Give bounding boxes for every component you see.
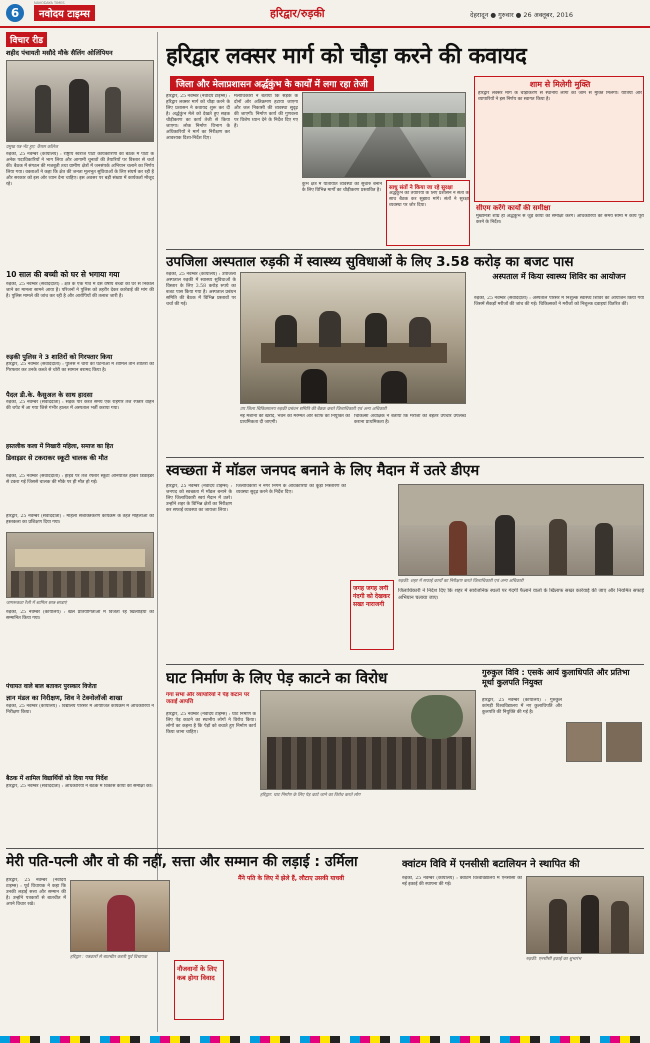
bottom-right-caption: रुड़की: एनसीसी इकाई का शुभारंभ (526, 957, 582, 962)
left-story1-body: रुड़की, 25 नवम्बर (संवाददाता) : क्षेत्र के एक गांव में दस वर्षीय बच्ची को घर से निकाले जाने का मामला सामने आया है। परिजनों ने पुलिस को तहरीर देकर कार्रवाई की मांग की है। पुलिस मामले की जांच कर रही है और आरोपियों की तलाश जारी है। (6, 282, 154, 299)
banner-shape (15, 549, 145, 567)
hospital-meeting-photo (240, 272, 466, 404)
bottom-body: हरिद्वार, 25 नवम्बर (नवोदय टाइम्स) : पूर्व विधायक ने कहा कि उनकी लड़ाई सत्ता और सम्मान की है। उन्होंने पत्रकारों से बातचीत में अपने विचार रखे। (6, 878, 66, 907)
cleanliness-callout: जगह जगह लगी गंदगी को देखकर सख्त नाराजगी (353, 585, 390, 608)
person-silhouette (549, 519, 567, 576)
ghat-photo (260, 690, 476, 790)
bottom-callout: नौजवानों के लिए कब होगा विवाद (177, 965, 217, 982)
cleanliness-photo-caption: रुड़की: शहर में सफाई कार्यों का निरीक्षण करते जिलाधिकारी एवं अन्य अधिकारी (398, 579, 524, 584)
left-story4-headline: डिवाइडर से टकराकर स्कूटी चालक की मौत (6, 454, 108, 462)
left-story3-headline: पैदल डी.के. कैसुअल के साथ हादसा (6, 391, 93, 399)
ghat-body: हरिद्वार, 25 नवम्बर (नवोदय टाइम्स) : घाट निर्माण के लिए पेड़ काटने का स्थानीय लोगों ने विरोध किया। लोगों का कहना है कि पेड़ों को बचाते हुए निर्माण कार्य किया जाना चाहिए। (166, 712, 256, 735)
cleanliness-strip: जिलाधिकारी ने निर्देश दिए कि शहर में सार्वजनिक स्थलों पर गंदगी फैलाने वालों के खिलाफ सख्त कार्रवाई की जाए और नियमित सफाई अभियान चलाया जाए। (398, 588, 644, 601)
masthead (0, 0, 650, 28)
bottom-subhead: मैंने पति के लिए में झेले हैं, लौटाए उसकी याचवी (238, 875, 345, 882)
gurukul-portrait-2 (606, 722, 642, 762)
hospital-photo-caption: उप जिला चिकित्सालय रुड़की प्रबंधन समिति की बैठक करते जिलाधिकारी एवं अन्य अधिकारी (240, 407, 387, 412)
building-shape (399, 485, 644, 525)
bottom-right-headline: क्वांटम विवि में एनसीसी बटालियन ने स्थापित की (402, 859, 580, 870)
bottom-right-photo (526, 876, 644, 954)
person-silhouette (495, 515, 515, 576)
left-lead-body: रुड़की, 25 नवम्बर (कार्यालय) : राष्ट्रीय स्वराज पार्टी कार्यकारिणी की बैठक में पार्टी के अनेक पदाधिकारियों ने भाग लिया और आगामी चुनावों की तैयारियों पर विस्तार से चर्चा की। बैठक में संगठन की मजबूती तथा ग्रामीण क्षेत्रों में जनसंपर्क अभियान चलाने का निर्णय लिया गया। वक्ताओं ने कहा कि क्षेत्र की जनता मूलभूत सुविधाओं के लिए संघर्ष कर रही है और सरकार को इस ओर ध्यान देना चाहिए। इस अवसर पर बड़ी संख्या में कार्यकर्ता मौजूद रहे। (6, 152, 154, 187)
brand-name: नवोदय टाइम्स (34, 5, 95, 21)
person-silhouette (581, 895, 599, 954)
left-story3-body: रुड़की, 25 नवम्बर (संवाददाता) : सड़क पार करते समय एक राहगीर तेज रफ्तार वाहन की चपेट में आ गया जिसे गंभीर हालत में अस्पताल भर्ती कराया गया। (6, 400, 154, 411)
person-silhouette (549, 899, 567, 954)
person-silhouette (107, 895, 135, 952)
ghat-subhead: गंगा सभा और व्यापारियों ने पेड़ कटान पर जताई आपत्ति (166, 692, 250, 705)
section-title: हरिद्वार/रुड़की (270, 7, 325, 20)
person-silhouette (105, 87, 121, 133)
ghat-photo-caption: हरिद्वार: घाट निर्माण के लिए पेड़ काटे जाने का विरोध करते लोग (260, 793, 361, 798)
gurukul-headline: गुरुकुल विवि : एसके आर्य कुलाधिपति और प्रतिभा मूर्था कुलपति नियुक्त (482, 668, 630, 687)
person-silhouette (449, 521, 467, 576)
lead-body-col3: कुंभ क्षेत्र में यातायात व्यवस्था को सुचारु बनाने के लिए विभिन्न मार्गों का चौड़ीकरण प्रस्तावित है। (302, 182, 382, 193)
lead-sidebox (386, 180, 470, 246)
left-story4-body: रुड़की, 25 नवम्बर (संवाददाता) : हाईवे पर तेज रफ्तार स्कूटी अनियंत्रित होकर डिवाइडर से टकरा गई जिससे चालक की मौके पर ही मौत हो गई। (6, 474, 154, 485)
left-story6-body: रुड़की, 25 नवम्बर (कार्यालय) : खेल प्रतियोगिताओं में विजेता रहे खिलाड़ियों को सम्मानित किया गया। (6, 610, 154, 621)
left-story7-headline: ज्ञान मंडल का निरीक्षण, शिव ने टेक्नोलॉजी शाखा (6, 694, 123, 702)
person-silhouette (319, 311, 341, 347)
page-number: 6 (6, 4, 24, 22)
left-story2-headline: रुड़की पुलिस ने 3 शातिरों को गिरफ्तार किया (6, 353, 113, 361)
left-story2-body: हरिद्वार, 25 नवम्बर (संवाददाता) : पुलिस ने चोरी की घटनाओं में शामिल तीन शातिरों को गिरफ्तार कर उनके कब्जे से चोरी का सामान बरामद किया है। (6, 362, 154, 373)
brand-sub: NAVODAYA TIMES (34, 1, 65, 5)
divider (166, 457, 644, 458)
left-lead-headline: शहीद पंचायती मसौदे मौके सैलिंग ओलिंपियन (6, 49, 113, 57)
cleanliness-photo (398, 484, 644, 576)
person-silhouette (301, 369, 327, 404)
person-silhouette (409, 317, 431, 347)
divider (166, 664, 644, 665)
cleanliness-headline: स्वच्छता में मॉडल जनपद बनाने के लिए मैदान में उतरे डीएम (166, 463, 480, 479)
road-photo (302, 92, 466, 178)
person-silhouette (35, 85, 51, 133)
left-lead-photo-caption: प्रमुख पत्र-भेंट हुए: कैंपस कॉलेज (6, 145, 58, 150)
person-silhouette (595, 523, 613, 576)
cleanliness-body-col2: जिलाधिकारी ने नगर निगम के अधिकारियों को कूड़ा निस्तारण की व्यवस्था सुदृढ़ करने के निर्देश दिए। (236, 484, 346, 495)
road-surface (343, 123, 433, 178)
left-rally-photo (6, 532, 154, 598)
hospital-headline: उपजिला अस्पताल रुड़की में स्वास्थ्य सुविधाओं के लिए 3.58 करोड़ का बजट पास (166, 254, 574, 270)
lead-right2-headline: सीएम करेंगे कार्यों की समीक्षा (476, 204, 551, 212)
hospital-body-col1: रुड़की, 25 नवम्बर (कार्यालय) : उपजिला अस्पताल रुड़की में स्वास्थ्य सुविधाओं के विस्तार के लिए 3.58 करोड़ रुपये का बजट पास किया गया है। अस्पताल प्रबंधन समिति की बैठक में विभिन्न प्रस्तावों पर चर्चा की गई। (166, 272, 236, 307)
lead-body-col1: हरिद्वार, 25 नवम्बर (नवोदय टाइम्स) : हरिद्वार लक्सर मार्ग को चौड़ा करने के लिए प्रशासन ने कवायद शुरू कर दी है। अर्द्धकुंभ मेले को देखते हुए सड़क चौड़ीकरण का कार्य तेजी से किया जाएगा। लोक निर्माण विभाग के अधिकारियों ने मार्ग का निरीक्षण कर आवश्यक दिशा-निर्देश दिए। (166, 94, 230, 141)
left-story8-body: हरिद्वार, 25 नवम्बर (संवाददाता) : अधिकारियों ने बैठक में विकास कार्यों की समीक्षा की। (6, 784, 153, 789)
crowd-shape (11, 571, 151, 597)
person-silhouette (69, 79, 89, 133)
lead-headline: हरिद्वार लक्सर मार्ग को चौड़ा करने की कवायद (166, 44, 527, 69)
person-silhouette (611, 901, 629, 954)
left-story8-headline: बैठक में शामिल विद्यार्थियों को दिया गया निर्देश (6, 775, 108, 782)
lead-subhead: जिला और मेलाप्रशासन अर्द्धकुंभ के कार्यों में लगा रहा तेजी (170, 76, 374, 91)
left-story5-body: हरिद्वार, 25 नवम्बर (संवाददाता) : महिला सशक्तिकरण कार्यक्रम के तहत महिलाओं को हस्तकला का प्रशिक्षण दिया गया। (6, 514, 154, 525)
cleanliness-callout-box (350, 580, 394, 650)
gurukul-body: हरिद्वार, 25 नवम्बर (कार्यालय) : गुरुकुल कांगड़ी विश्वविद्यालय में नए कुलाधिपति और कुलपति की नियुक्ति की गई है। (482, 698, 562, 715)
gurukul-portrait-1 (566, 722, 602, 762)
lead-right-body: हरिद्वार लक्सर मार्ग के चौड़ीकरण से स्थानीय लोगों को जाम से मुक्ति मिलेगी। यात्रियों और व्यापारियों ने इस निर्णय का स्वागत किया है। (478, 91, 642, 102)
lead-right2-body: मुख्यमंत्री शीघ्र ही अर्द्धकुंभ से जुड़े कार्यों की समीक्षा करेंगे। अधिकारियों को समय सीमा में कार्य पूरा करने के निर्देश। (476, 214, 644, 225)
left-story1-headline: 10 साल की बच्ची को घर से भगाया गया (6, 270, 120, 279)
person-silhouette (381, 371, 407, 404)
lead-right-box (474, 76, 644, 202)
person-silhouette (365, 313, 387, 347)
section-tag: विचार रीड (6, 32, 47, 47)
hospital-side-headline: अस्पताल में किया स्वास्थ्य शिविर का आयोजन (492, 272, 626, 281)
cleanliness-body-col1: हरिद्वार, 25 नवम्बर (नवोदय टाइम्स) : जनपद को स्वच्छता में मॉडल बनाने के लिए जिलाधिकारी स्वयं मैदान में उतरे। उन्होंने शहर के विभिन्न क्षेत्रों का निरीक्षण कर सफाई व्यवस्था का जायजा लिया। (166, 484, 232, 513)
issue-date: देहरादून ● गुरुवार ● 26 अक्तूबर, 2016 (470, 11, 573, 19)
lead-sidebox-headline: साधु संतों ने किया जा रहे सुरक्षा (389, 185, 453, 191)
bottom-callout-box (174, 960, 224, 1020)
left-rally-caption: जागरूकता रैली में शामिल छात्र-छात्राएं (6, 601, 67, 606)
bottom-right-body: रुड़की, 25 नवम्बर (कार्यालय) : क्वांटम विश्वविद्यालय में एनसीसी की नई इकाई की स्थापना की गई। (402, 876, 522, 887)
left-lead-photo (6, 60, 154, 142)
ghat-headline: घाट निर्माण के लिए पेड़ काटने का विरोध (166, 669, 388, 687)
left-story5-headline: हस्तलीक कला में निखारी महिला, समाज का हित (6, 443, 114, 450)
lead-body-col2: मेलाधिकारी ने बताया कि सड़क के दोनों ओर अतिक्रमण हटाया जाएगा और जल निकासी की व्यवस्था सुदृढ़ की जाएगी। निर्माण कार्य की गुणवत्ता पर विशेष ध्यान देने के निर्देश दिए गए हैं। (234, 94, 298, 129)
divider (166, 249, 644, 250)
hospital-side-body: रुड़की, 25 नवम्बर (संवाददाता) : अस्पताल परिसर में निशुल्क स्वास्थ्य शिविर का आयोजन किया गया जिसमें सैकड़ों मरीजों की जांच की गई। चिकित्सकों ने मरीजों को निशुल्क दवाइयां वितरित कीं। (474, 296, 644, 307)
bottom-photo-caption: हरिद्वार : पत्रकारों से बातचीत करती पूर्व विधायक (70, 955, 147, 960)
lead-sidebox-body: अर्द्धकुंभ की तैयारियों के लिए प्रशासन ने संतों के साथ बैठक कर सुझाव मांगे। संतों ने सुरक्षा व्यवस्था पर जोर दिया। (389, 191, 469, 208)
divider (6, 848, 644, 849)
left-story7-body: रुड़की, 25 नवम्बर (कार्यालय) : विद्यालय परिसर में आयोजित कार्यक्रम में अधिकारियों ने निरीक्षण किया। (6, 704, 154, 715)
lead-right-headline: शाम से मिलेगी मुक्ति (529, 80, 591, 89)
registration-bar (0, 1036, 650, 1043)
tree-line (303, 113, 466, 127)
person-silhouette (275, 315, 297, 347)
hospital-body-col2: नई मशीनों की खरीद, भवन की मरम्मत और स्टाफ की नियुक्ति को प्राथमिकता दी जाएगी। (240, 414, 350, 425)
bottom-headline: मेरी पति-पत्नी और वो की नहीं, सत्ता और सम्मान की लड़ाई : उर्मिला (6, 854, 358, 870)
hospital-body-col3: चिकित्सा अधीक्षक ने बताया कि मरीजों को बेहतर उपचार उपलब्ध कराना प्राथमिकता है। (354, 414, 466, 425)
bottom-photo (70, 880, 170, 952)
left-story6-headline: पंचायत वाले बाल बताकर पुरस्कार विजेता (6, 683, 97, 690)
tree-shape (411, 695, 463, 739)
crowd-shape (267, 737, 471, 790)
